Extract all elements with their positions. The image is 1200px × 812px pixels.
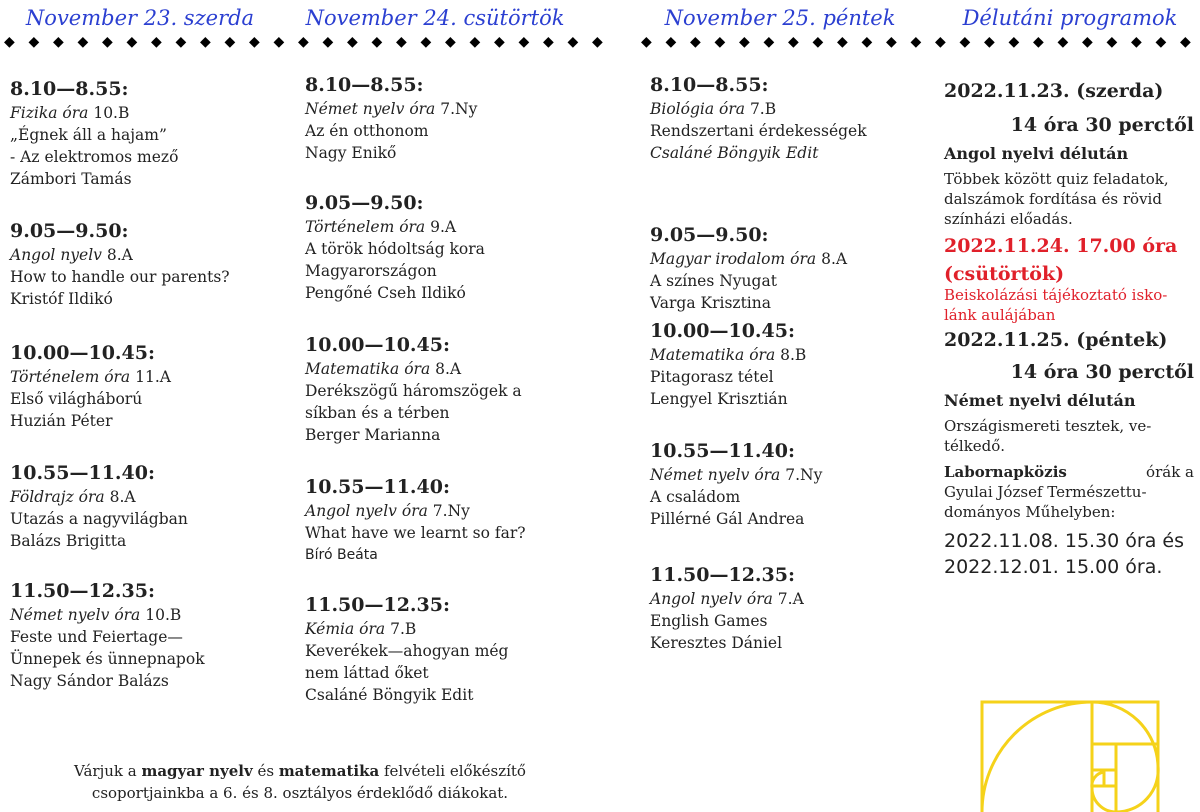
session-time: 11.50—12.35: xyxy=(305,594,451,616)
lab-dates: 2022.12.01. 15.00 óra. xyxy=(944,556,1163,578)
diamond-icon: ◆ xyxy=(1131,34,1142,50)
diamond-icon: ◆ xyxy=(886,34,897,50)
session-teacher: Huzián Péter xyxy=(10,412,113,430)
session-teacher: Keresztes Dániel xyxy=(650,634,783,652)
session-time: 11.50—12.35: xyxy=(650,564,796,586)
session-subject: Kémia óra xyxy=(305,620,386,638)
diamond-icon: ◆ xyxy=(1155,34,1167,50)
diamond-icon: ◆ xyxy=(1008,34,1020,50)
session-topic: A színes Nyugat xyxy=(650,272,777,290)
session-topic: síkban és a térben xyxy=(305,404,450,422)
session-topic: Feste und Feiertage— xyxy=(10,628,183,646)
session-time: 10.00—10.45: xyxy=(10,342,156,364)
session-teacher: Csaláné Böngyik Edit xyxy=(650,144,819,162)
session-wed-5 xyxy=(10,578,205,692)
diamond-icon: ◆ xyxy=(445,34,456,50)
diamond-icon: ◆ xyxy=(935,34,946,50)
diamond-icon: ◆ xyxy=(1180,34,1191,50)
footer-line1 xyxy=(20,760,580,782)
day-title-text: November 24. csütörtök xyxy=(305,6,565,30)
session-teacher: Zámbori Tamás xyxy=(10,170,132,188)
session-class: 7.Ny xyxy=(440,100,478,118)
session-thu-4 xyxy=(305,474,526,566)
footer-note xyxy=(20,760,580,804)
diamond-icon: ◆ xyxy=(714,34,726,50)
session-fri-5 xyxy=(650,562,804,654)
diamond-icon: ◆ xyxy=(175,34,187,50)
session-time: 8.10—8.55: xyxy=(10,78,129,100)
footer-text: felvételi előkészítő xyxy=(379,762,526,780)
session-thu-1 xyxy=(305,72,477,164)
session-topic: Első világháború xyxy=(10,390,143,408)
program-title: Angol nyelvi délután xyxy=(944,144,1129,163)
footer-line2: csoportjainkba a 6. és 8. osztályos érdeklődő diákokat. xyxy=(91,784,509,802)
session-subject: Angol nyelv xyxy=(10,246,102,264)
diamond-icon: ◆ xyxy=(77,34,89,50)
lab-description xyxy=(944,462,1194,522)
session-class: 8.A xyxy=(435,360,462,378)
diamond-icon: ◆ xyxy=(1106,34,1118,50)
session-time: 10.00—10.45: xyxy=(650,320,796,342)
diamond-icon: ◆ xyxy=(4,34,15,50)
day-title-text: November 25. péntek xyxy=(664,6,896,30)
text-line: Országismereti tesztek, ve- xyxy=(944,417,1152,435)
diamond-icon: ◆ xyxy=(371,34,383,50)
session-wed-3 xyxy=(10,340,171,432)
program-date: (csütörtök) xyxy=(944,263,1065,285)
text-line: Többek között quiz feladatok, xyxy=(944,170,1169,188)
diamond-icon: ◆ xyxy=(151,34,162,50)
diamond-icon: ◆ xyxy=(812,34,824,50)
diamond-icon: ◆ xyxy=(200,34,211,50)
diamond-icon: ◆ xyxy=(1033,34,1044,50)
session-class: 7.A xyxy=(777,590,804,608)
session-subject: Német nyelv óra xyxy=(650,466,781,484)
diamond-icon: ◆ xyxy=(763,34,775,50)
session-subject: Angol nyelv óra xyxy=(650,590,773,608)
golden-spiral-logo xyxy=(980,700,1160,812)
session-time: 9.05—9.50: xyxy=(650,224,769,246)
program-description xyxy=(944,416,1194,456)
session-topic: A családom xyxy=(650,488,741,506)
text-line xyxy=(944,462,1194,482)
diamond-icon: ◆ xyxy=(788,34,799,50)
session-topic: Magyarországon xyxy=(305,262,437,280)
program-hour: 14 óra 30 perctől xyxy=(1010,114,1194,136)
session-subject: Német nyelv óra xyxy=(10,606,141,624)
session-subject: Matematika óra xyxy=(650,346,776,364)
program-date: 2022.11.23. (szerda) xyxy=(944,80,1164,102)
diamond-icon: ◆ xyxy=(298,34,309,50)
diamond-icon: ◆ xyxy=(665,34,677,50)
session-teacher: Pengőné Cseh Ildikó xyxy=(305,284,466,302)
diamond-icon: ◆ xyxy=(1057,34,1069,50)
session-topic: English Games xyxy=(650,612,768,630)
afternoon-programs xyxy=(944,80,1194,580)
session-class: 10.B xyxy=(145,606,182,624)
text-line: Gyulai József Természettu- xyxy=(944,483,1147,501)
diamond-icon: ◆ xyxy=(249,34,260,50)
program-description xyxy=(944,169,1194,229)
diamond-icon: ◆ xyxy=(739,34,750,50)
session-thu-2 xyxy=(305,190,485,304)
session-class: 7.Ny xyxy=(785,466,823,484)
day-title-afternoon xyxy=(940,0,1200,30)
session-class: 7.B xyxy=(749,100,777,118)
program-hour: 14 óra 30 perctől xyxy=(1010,361,1194,383)
session-teacher: Pillérné Gál Andrea xyxy=(650,510,805,528)
session-class: 7.Ny xyxy=(432,502,470,520)
session-topic: Derékszögű háromszögek a xyxy=(305,382,522,400)
session-subject: Matematika óra xyxy=(305,360,431,378)
day-title-text: Délutáni programok xyxy=(962,6,1178,30)
session-teacher: Lengyel Krisztián xyxy=(650,390,788,408)
diamond-icon: ◆ xyxy=(53,34,64,50)
session-fri-3 xyxy=(650,318,806,410)
session-topic: Rendszertani érdekességek xyxy=(650,122,867,140)
diamond-icon: ◆ xyxy=(420,34,432,50)
program-title: Német nyelvi délután xyxy=(944,391,1136,410)
session-topic: nem láttad őket xyxy=(305,664,429,682)
session-time: 11.50—12.35: xyxy=(10,580,156,602)
lab-bold: Labornapközis xyxy=(944,463,1067,481)
session-topic: Az én otthonom xyxy=(305,122,429,140)
session-class: 8.A xyxy=(821,250,848,268)
program-description xyxy=(944,285,1194,325)
diamond-divider xyxy=(0,34,1200,54)
diamond-icon: ◆ xyxy=(469,34,481,50)
day-title-thursday xyxy=(300,0,570,30)
session-thu-3 xyxy=(305,332,522,446)
footer-text: Várjuk a xyxy=(74,762,142,780)
footer-text: és xyxy=(252,762,279,780)
diamond-icon: ◆ xyxy=(28,34,40,50)
text-line: dalszámok fordítása és rövid xyxy=(944,190,1162,208)
session-class: 7.B xyxy=(390,620,417,638)
diamond-icon: ◆ xyxy=(567,34,579,50)
session-subject: Történelem óra xyxy=(10,368,131,386)
diamond-icon: ◆ xyxy=(224,34,236,50)
session-subject: Német nyelv óra xyxy=(305,100,436,118)
session-subject: Fizika óra xyxy=(10,104,89,122)
session-wed-2 xyxy=(10,218,230,310)
session-teacher: Kristóf Ildikó xyxy=(10,290,113,308)
session-class: 8.A xyxy=(106,246,133,264)
session-teacher: Bíró Beáta xyxy=(305,547,378,563)
session-time: 10.55—11.40: xyxy=(650,440,796,462)
session-time: 8.10—8.55: xyxy=(305,74,424,96)
session-subject: Történelem óra xyxy=(305,218,426,236)
session-topic: Utazás a nagyvilágban xyxy=(10,510,188,528)
session-time: 8.10—8.55: xyxy=(650,74,769,96)
session-class: 8.A xyxy=(109,488,136,506)
program-date: 2022.11.24. 17.00 óra xyxy=(944,235,1178,257)
diamond-icon: ◆ xyxy=(592,34,603,50)
session-subject: Földrajz óra xyxy=(10,488,105,506)
diamond-icon: ◆ xyxy=(102,34,113,50)
diamond-icon: ◆ xyxy=(984,34,995,50)
diamond-icon: ◆ xyxy=(837,34,848,50)
session-fri-2 xyxy=(650,222,847,314)
session-time: 9.05—9.50: xyxy=(305,192,424,214)
diamond-icon: ◆ xyxy=(126,34,138,50)
footer-bold: matematika xyxy=(278,762,380,780)
program-date: 2022.11.25. (péntek) xyxy=(944,329,1168,351)
session-subject: Biológia óra xyxy=(650,100,745,118)
diamond-icon: ◆ xyxy=(910,34,922,50)
session-topic: Keverékek—ahogyan még xyxy=(305,642,509,660)
text-line: lánk aulájában xyxy=(944,306,1056,324)
day-title-friday xyxy=(650,0,910,30)
session-time: 10.55—11.40: xyxy=(305,476,451,498)
text-line: Beiskolázási tájékoztató isko- xyxy=(944,286,1168,304)
session-topic: Ünnepek és ünnepnapok xyxy=(10,650,205,668)
session-thu-5 xyxy=(305,592,508,706)
diamond-icon: ◆ xyxy=(641,34,652,50)
footer-bold: magyar nyelv xyxy=(141,762,253,780)
text-line: színházi előadás. xyxy=(944,210,1073,228)
session-topic: Pitagorasz tétel xyxy=(650,368,774,386)
session-fri-1 xyxy=(650,72,867,164)
session-teacher: Berger Marianna xyxy=(305,426,441,444)
text-line: télkedő. xyxy=(944,437,1006,455)
session-teacher: Csaláné Böngyik Edit xyxy=(305,686,474,704)
session-teacher: Varga Krisztina xyxy=(650,294,771,312)
diamond-icon: ◆ xyxy=(494,34,505,50)
session-class: 11.A xyxy=(135,368,171,386)
diamond-icon: ◆ xyxy=(322,34,334,50)
session-teacher: Nagy Enikő xyxy=(305,144,397,162)
day-title-text: November 23. szerda xyxy=(25,6,255,30)
session-topic: „Égnek áll a hajam” xyxy=(10,126,167,144)
session-topic: - Az elektromos mező xyxy=(10,148,179,166)
session-class: 10.B xyxy=(93,104,130,122)
lab-text: órák a xyxy=(1146,463,1194,481)
session-subject: Angol nyelv óra xyxy=(305,502,428,520)
session-fri-4 xyxy=(650,438,822,530)
session-class: 9.A xyxy=(430,218,457,236)
diamond-icon: ◆ xyxy=(543,34,554,50)
session-time: 10.55—11.40: xyxy=(10,462,156,484)
session-wed-4 xyxy=(10,460,188,552)
session-topic: What have we learnt so far? xyxy=(305,524,526,542)
diamond-icon: ◆ xyxy=(518,34,530,50)
diamond-icon: ◆ xyxy=(273,34,285,50)
text-line: dományos Műhelyben: xyxy=(944,503,1116,521)
session-class: 8.B xyxy=(780,346,807,364)
session-time: 9.05—9.50: xyxy=(10,220,129,242)
diamond-icon: ◆ xyxy=(347,34,358,50)
diamond-icon: ◆ xyxy=(396,34,407,50)
diamond-icon: ◆ xyxy=(959,34,971,50)
session-subject: Magyar irodalom óra xyxy=(650,250,817,268)
diamond-icon: ◆ xyxy=(1082,34,1093,50)
session-teacher: Nagy Sándor Balázs xyxy=(10,672,169,690)
session-topic: A török hódoltság kora xyxy=(305,240,485,258)
session-wed-1 xyxy=(10,76,178,190)
day-title-wednesday xyxy=(10,0,270,30)
session-time: 10.00—10.45: xyxy=(305,334,451,356)
lab-dates: 2022.11.08. 15.30 óra és xyxy=(944,530,1185,552)
diamond-icon: ◆ xyxy=(861,34,873,50)
diamond-icon: ◆ xyxy=(690,34,701,50)
session-topic: How to handle our parents? xyxy=(10,268,230,286)
session-teacher: Balázs Brigitta xyxy=(10,532,127,550)
